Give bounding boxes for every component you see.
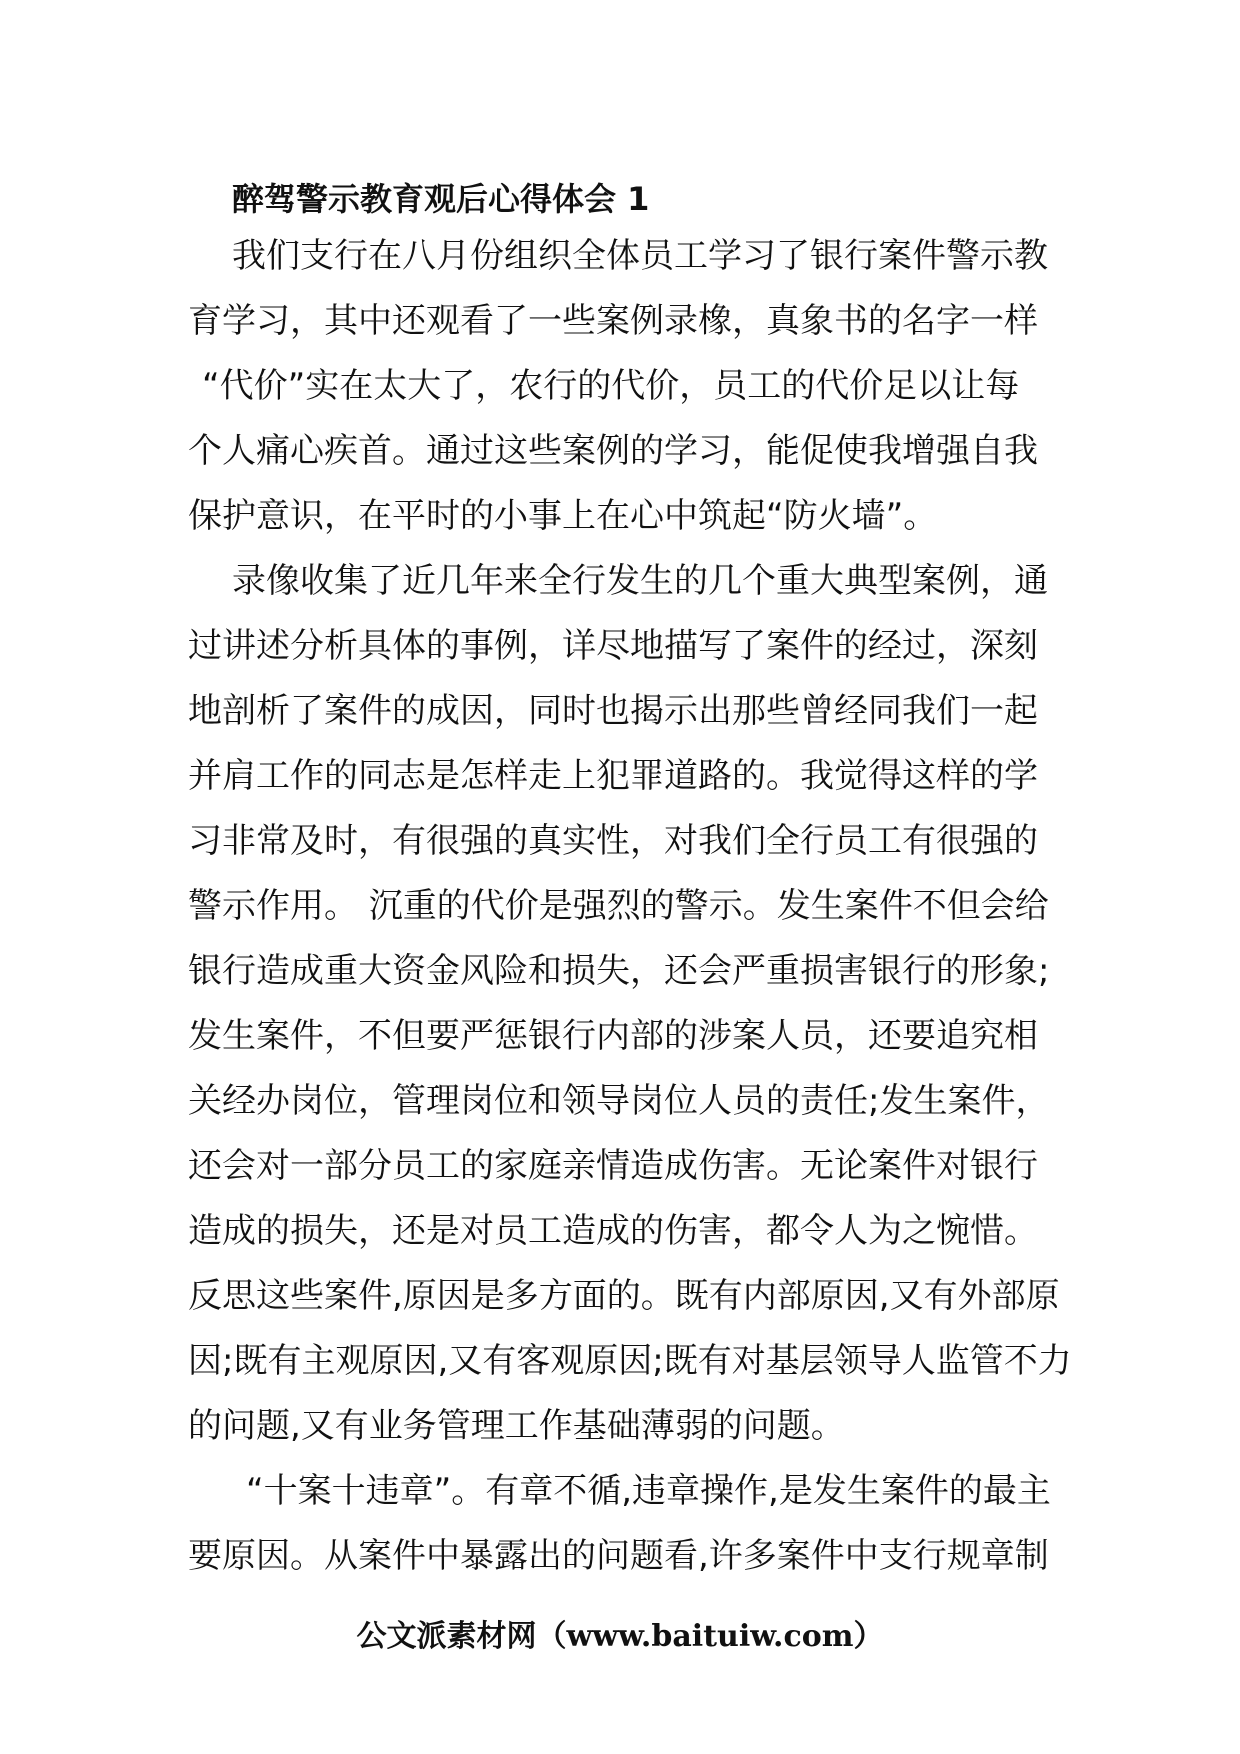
text-line: 我们支行在八月份组织全体员工学习了银行案件警示教 (232, 236, 1048, 276)
paragraph-2 (188, 549, 1072, 1459)
text-line: 因;既有主观原因,又有客观原因;既有对基层领导人监管不力 (188, 1341, 1072, 1381)
text-line: 造成的损失，还是对员工造成的伤害，都令人为之惋惜。 (188, 1211, 1038, 1251)
text-line: 习非常及时，有很强的真实性，对我们全行员工有很强的 (188, 821, 1038, 861)
text-line: “代价”实在太大了，农行的代价，员工的代价足以让每 (202, 366, 1020, 406)
footer-source: 公文派素材网（www.baituiw.com） (356, 1619, 884, 1654)
document-body (188, 174, 1072, 1589)
text-line: 还会对一部分员工的家庭亲情造成伤害。无论案件对银行 (188, 1146, 1038, 1186)
text-line: 关经办岗位，管理岗位和领导岗位人员的责任;发生案件， (188, 1081, 1050, 1121)
paragraph-3 (188, 1459, 1060, 1589)
document-title: 醉驾警示教育观后心得体会 1 (232, 180, 650, 218)
paragraph-1 (188, 224, 1060, 549)
text-line: 要原因。从案件中暴露出的问题看,许多案件中支行规章制 (188, 1536, 1049, 1576)
text-line: 警示作用。 沉重的代价是强烈的警示。发生案件不但会给 (188, 886, 1049, 926)
text-line: 育学习，其中还观看了一些案例录橡，真象书的名字一样 (188, 301, 1038, 341)
text-line: 地剖析了案件的成因，同时也揭示出那些曾经同我们一起 (188, 691, 1038, 731)
text-line: 银行造成重大资金风险和损失，还会严重损害银行的形象; (188, 951, 1050, 991)
text-line: 发生案件，不但要严惩银行内部的涉案人员，还要追究相 (188, 1016, 1038, 1056)
text-line: 并肩工作的同志是怎样走上犯罪道路的。我觉得这样的学 (188, 756, 1038, 796)
text-line: 过讲述分析具体的事例，详尽地描写了案件的经过，深刻 (188, 626, 1038, 666)
text-line: 保护意识，在平时的小事上在心中筑起“防火墙”。 (188, 496, 938, 536)
text-line: 的问题,又有业务管理工作基础薄弱的问题。 (188, 1406, 845, 1446)
text-line: “十案十违章”。有章不循,违章操作,是发生案件的最主 (246, 1471, 1051, 1511)
text-line: 个人痛心疾首。通过这些案例的学习，能促使我增强自我 (188, 431, 1038, 471)
text-line: 反思这些案件,原因是多方面的。既有内部原因,又有外部原 (188, 1276, 1060, 1316)
text-line: 录像收集了近几年来全行发生的几个重大典型案例，通 (232, 561, 1048, 601)
